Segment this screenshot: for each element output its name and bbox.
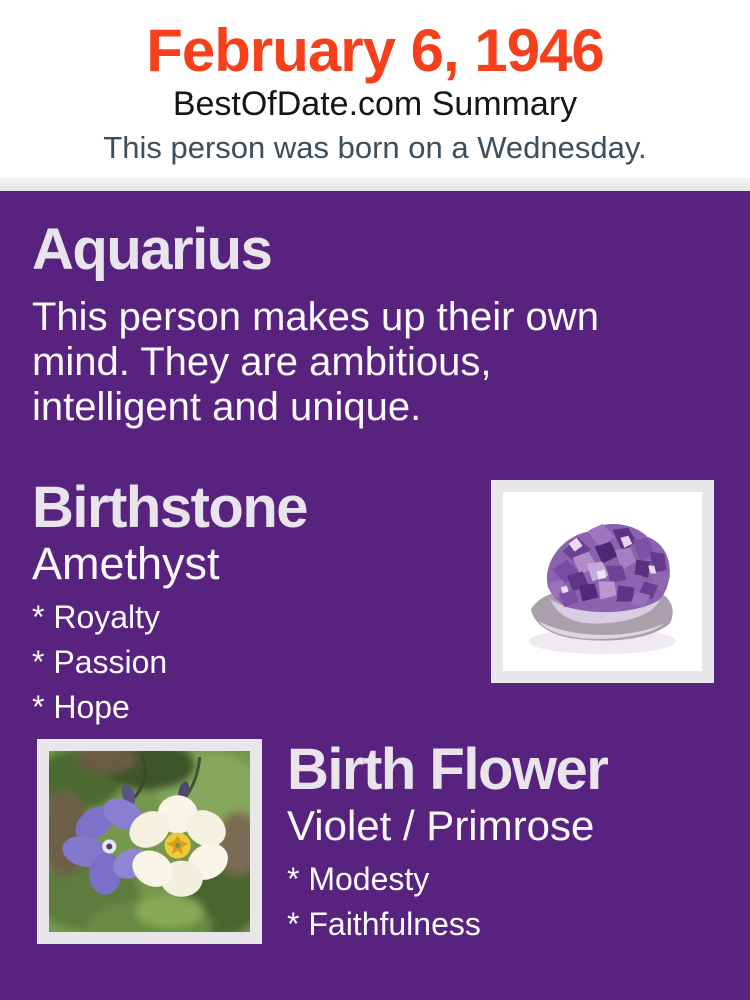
zodiac-description [32, 295, 714, 430]
purple-panel [0, 191, 750, 1000]
birth-flower-trait: * Faithfulness [287, 906, 481, 942]
birthstone-text-column [32, 477, 307, 730]
birthstone-section [32, 477, 714, 730]
flower-photo-frame [37, 739, 262, 944]
birthstone-heading: Birthstone [32, 475, 307, 540]
birthstone-trait-list [32, 595, 307, 730]
birth-flower-trait: * Modesty [287, 861, 430, 897]
divider-strip [0, 178, 750, 191]
birthstone-trait: * Hope [32, 689, 130, 725]
born-day-text: This person was born on a Wednesday. [103, 130, 647, 165]
zodiac-description-line: This person makes up their own [32, 295, 599, 339]
violet-primrose-photo [49, 751, 250, 932]
birth-flower-trait-list [287, 857, 607, 947]
header [0, 0, 750, 178]
birth-flower-name: Violet / Primrose [287, 802, 595, 849]
zodiac-heading: Aquarius [32, 217, 272, 282]
site-summary-text: BestOfDate.com Summary [172, 85, 578, 123]
zodiac-section [32, 219, 714, 430]
birthstone-trait: * Royalty [32, 599, 161, 635]
birth-flower-section [32, 739, 714, 947]
birth-flower-heading: Birth Flower [287, 737, 608, 802]
page-title: February 6, 1946 [146, 17, 604, 84]
birthstone-name: Amethyst [32, 538, 220, 589]
zodiac-description-line: intelligent and unique. [32, 385, 422, 429]
amethyst-photo-frame [491, 480, 714, 683]
birthstone-trait: * Passion [32, 644, 168, 680]
zodiac-description-line: mind. They are ambitious, [32, 340, 492, 384]
amethyst-photo [503, 492, 702, 671]
birth-flower-text-column [287, 739, 607, 947]
